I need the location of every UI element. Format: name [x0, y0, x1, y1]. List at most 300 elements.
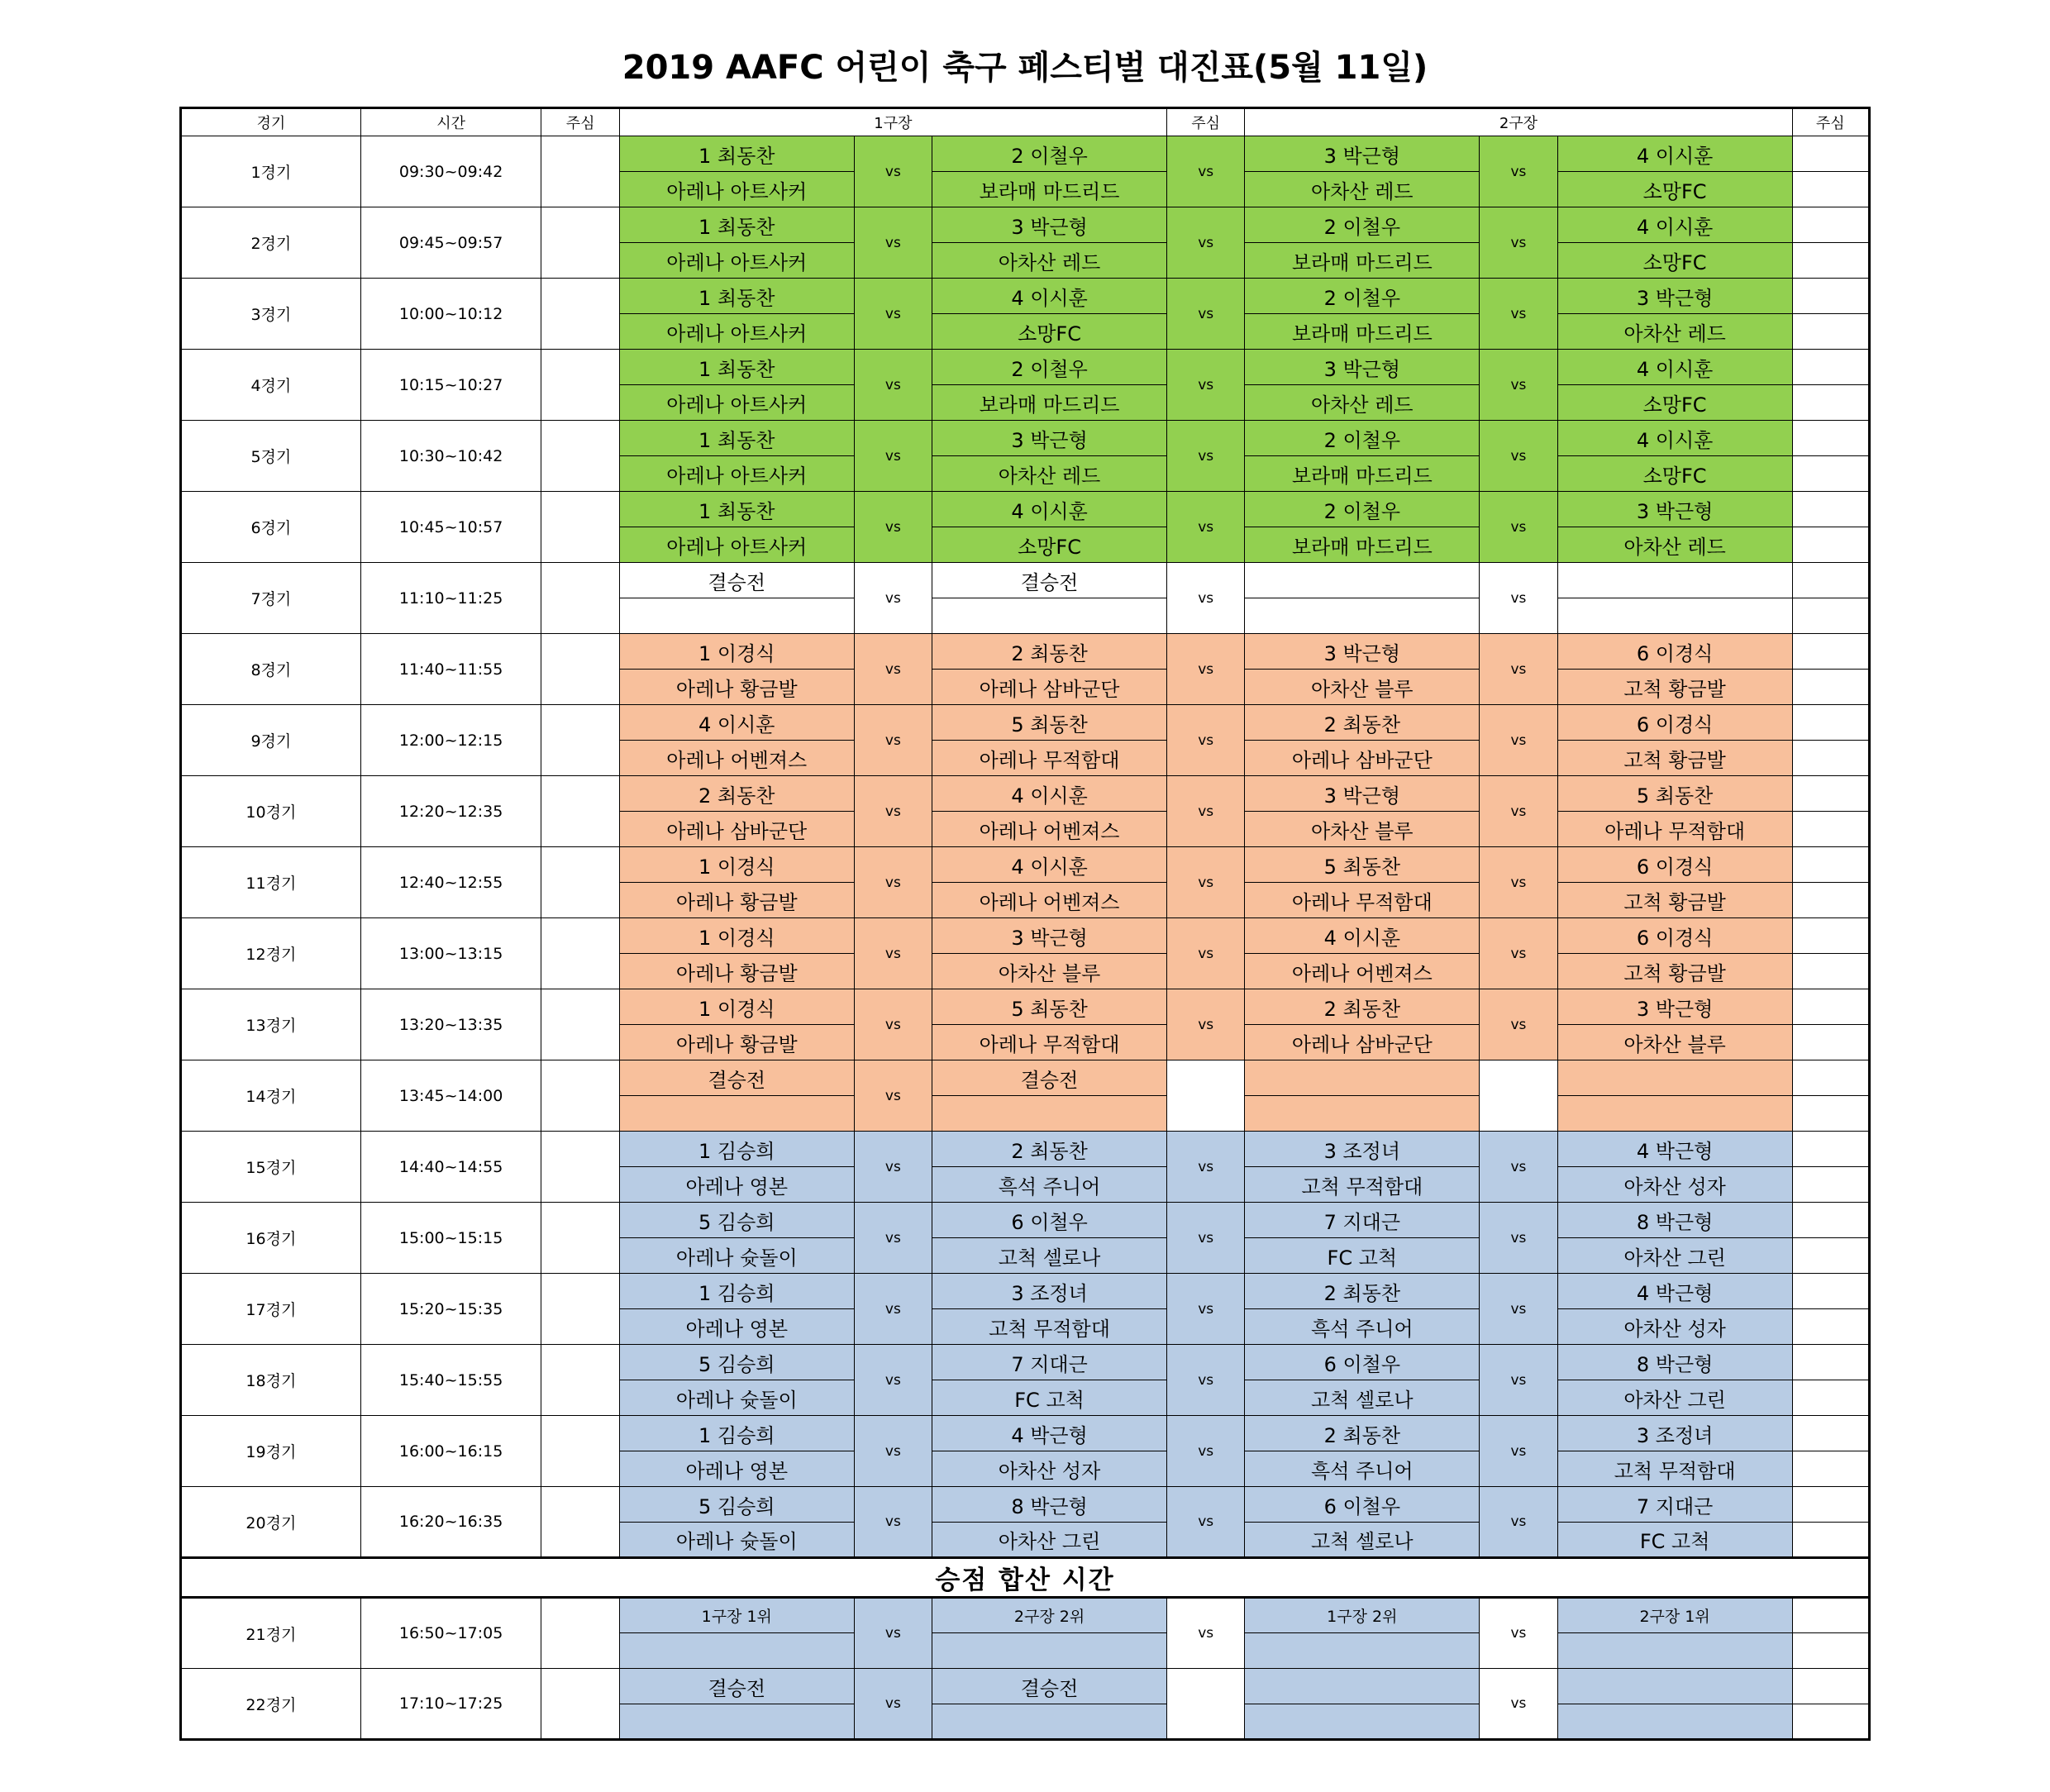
team-bottom: 보라매 마드리드 [1245, 243, 1480, 279]
referee-cell [1792, 1380, 1869, 1416]
team-bottom: 아레나 삼바군단 [1245, 741, 1480, 776]
time-label: 10:45~10:57 [360, 492, 541, 563]
team-top [1245, 1060, 1480, 1096]
team-bottom [619, 598, 854, 634]
team-top: 6 이경식 [1557, 705, 1792, 741]
vs-label: vs [1167, 989, 1245, 1060]
team-top: 3 박근형 [1245, 136, 1480, 172]
vs-label: vs [1480, 1416, 1557, 1487]
header-time: 시간 [360, 108, 541, 136]
referee-cell [541, 1060, 619, 1132]
team-top: 2 이철우 [1245, 492, 1480, 527]
vs-label: vs [1167, 350, 1245, 421]
team-top: 4 박근형 [1557, 1274, 1792, 1309]
team-bottom: 아레나 어벤져스 [932, 883, 1167, 918]
vs-label: vs [1480, 421, 1557, 492]
referee-cell [541, 989, 619, 1060]
team-top: 2 최동찬 [1245, 1416, 1480, 1451]
team-bottom: 아레나 어벤져스 [619, 741, 854, 776]
team-bottom: 아레나 황금발 [619, 1025, 854, 1060]
referee-cell [1792, 1487, 1869, 1523]
game-label: 14경기 [181, 1060, 361, 1132]
referee-cell [541, 350, 619, 421]
time-label: 11:10~11:25 [360, 563, 541, 634]
referee-cell [541, 279, 619, 350]
team-top: 5 최동찬 [1557, 776, 1792, 812]
referee-cell [1792, 989, 1869, 1025]
team-bottom: 아레나 아트사커 [619, 172, 854, 207]
team-top: 3 박근형 [1557, 492, 1792, 527]
vs-label: vs [1167, 847, 1245, 918]
team-bottom: 아차산 레드 [932, 456, 1167, 492]
referee-cell [1792, 634, 1869, 670]
vs-label: vs [854, 847, 932, 918]
game-label: 16경기 [181, 1203, 361, 1274]
vs-label: vs [1480, 136, 1557, 207]
referee-cell [1792, 1523, 1869, 1558]
schedule-table [179, 107, 1871, 1741]
referee-cell [541, 421, 619, 492]
vs-label: vs [1480, 350, 1557, 421]
team-bottom: 아차산 그린 [1557, 1238, 1792, 1274]
team-top: 7 지대근 [1557, 1487, 1792, 1523]
team-top: 3 박근형 [1557, 989, 1792, 1025]
vs-label: vs [1480, 1132, 1557, 1203]
team-top: 3 박근형 [1245, 776, 1480, 812]
team-top: 1 이경식 [619, 918, 854, 954]
team-bottom: 고척 황금발 [1557, 741, 1792, 776]
team-top: 2 최동찬 [1245, 1274, 1480, 1309]
team-top: 4 이시훈 [932, 279, 1167, 314]
time-label: 13:00~13:15 [360, 918, 541, 989]
referee-cell [541, 492, 619, 563]
referee-cell [1792, 1633, 1869, 1669]
referee-cell [1792, 385, 1869, 421]
team-top: 1 최동찬 [619, 279, 854, 314]
match-row-top [181, 279, 1870, 314]
time-label: 11:40~11:55 [360, 634, 541, 705]
team-top: 4 이시훈 [1557, 136, 1792, 172]
team-top: 1 최동찬 [619, 421, 854, 456]
vs-label: vs [1167, 563, 1245, 634]
referee-cell [1792, 1167, 1869, 1203]
referee-cell [1792, 172, 1869, 207]
team-top: 8 박근형 [1557, 1345, 1792, 1380]
team-bottom: 고척 무적함대 [932, 1309, 1167, 1345]
team-bottom: 아레나 황금발 [619, 954, 854, 989]
referee-cell [1792, 456, 1869, 492]
team-bottom: 아차산 블루 [1245, 812, 1480, 847]
vs-label: vs [854, 350, 932, 421]
vs-label: vs [1167, 207, 1245, 279]
team-top: 결승전 [619, 563, 854, 598]
match-row-top [181, 847, 1870, 883]
referee-cell [1792, 207, 1869, 243]
team-bottom [1557, 1096, 1792, 1132]
team-bottom [619, 1633, 854, 1669]
team-top [1557, 1060, 1792, 1096]
team-bottom [1557, 1704, 1792, 1740]
vs-label: vs [1167, 1132, 1245, 1203]
team-bottom [1245, 1096, 1480, 1132]
vs-label: vs [1167, 279, 1245, 350]
referee-cell [1792, 1274, 1869, 1309]
time-label: 15:40~15:55 [360, 1345, 541, 1416]
referee-cell [1792, 1598, 1869, 1633]
referee-cell [541, 705, 619, 776]
time-label: 16:00~16:15 [360, 1416, 541, 1487]
vs-label: vs [854, 279, 932, 350]
referee-cell [541, 1274, 619, 1345]
team-top: 1 최동찬 [619, 207, 854, 243]
vs-label: vs [1480, 492, 1557, 563]
referee-cell [541, 563, 619, 634]
team-bottom [1245, 598, 1480, 634]
team-top: 8 박근형 [932, 1487, 1167, 1523]
team-top: 3 박근형 [932, 421, 1167, 456]
time-label: 15:20~15:35 [360, 1274, 541, 1345]
referee-cell [1792, 243, 1869, 279]
vs-label: vs [854, 207, 932, 279]
team-bottom: 고척 셀로나 [932, 1238, 1167, 1274]
team-bottom: 아레나 무적함대 [932, 741, 1167, 776]
vs-label: vs [1480, 279, 1557, 350]
team-bottom: 아차산 레드 [1245, 172, 1480, 207]
referee-cell [541, 634, 619, 705]
match-row-top [181, 1669, 1870, 1704]
vs-label: vs [1480, 1203, 1557, 1274]
referee-cell [1792, 350, 1869, 385]
time-label: 16:20~16:35 [360, 1487, 541, 1558]
team-bottom: 아레나 아트사커 [619, 243, 854, 279]
referee-cell [541, 1487, 619, 1558]
vs-label: vs [854, 421, 932, 492]
team-bottom: FC 고척 [932, 1380, 1167, 1416]
team-top: 3 박근형 [932, 207, 1167, 243]
referee-cell [541, 847, 619, 918]
team-bottom: 아레나 아트사커 [619, 456, 854, 492]
team-top: 3 박근형 [932, 918, 1167, 954]
team-top: 1 최동찬 [619, 350, 854, 385]
game-label: 3경기 [181, 279, 361, 350]
time-label: 17:10~17:25 [360, 1669, 541, 1740]
game-label: 5경기 [181, 421, 361, 492]
team-top: 1 김승희 [619, 1416, 854, 1451]
vs-label [1480, 1060, 1557, 1132]
referee-cell [1792, 598, 1869, 634]
team-bottom: 아레나 무적함대 [1245, 883, 1480, 918]
team-bottom: 보라매 마드리드 [1245, 314, 1480, 350]
vs-label: vs [1167, 1345, 1245, 1416]
match-row-top [181, 421, 1870, 456]
time-label: 09:30~09:42 [360, 136, 541, 207]
game-label: 12경기 [181, 918, 361, 989]
break-label: 승점 합산 시간 [181, 1558, 1870, 1598]
vs-label: vs [1167, 492, 1245, 563]
vs-label: vs [854, 563, 932, 634]
referee-cell [1792, 812, 1869, 847]
team-bottom: 보라매 마드리드 [932, 385, 1167, 421]
team-bottom: 아차산 블루 [1557, 1025, 1792, 1060]
team-bottom [619, 1704, 854, 1740]
team-top: 4 이시훈 [619, 705, 854, 741]
referee-cell [541, 776, 619, 847]
team-top: 4 이시훈 [932, 776, 1167, 812]
vs-label: vs [1167, 1416, 1245, 1487]
team-bottom: 아레나 아트사커 [619, 314, 854, 350]
vs-label: vs [1167, 776, 1245, 847]
team-bottom [932, 1704, 1167, 1740]
vs-label: vs [1480, 989, 1557, 1060]
team-top: 2 이철우 [932, 136, 1167, 172]
team-top: 4 이시훈 [1245, 918, 1480, 954]
team-bottom [932, 1633, 1167, 1669]
team-top: 결승전 [932, 1669, 1167, 1704]
team-top: 5 김승희 [619, 1345, 854, 1380]
team-top: 5 최동찬 [1245, 847, 1480, 883]
referee-cell [541, 918, 619, 989]
team-top: 5 김승희 [619, 1203, 854, 1238]
team-top: 3 조정녀 [932, 1274, 1167, 1309]
team-bottom [619, 1096, 854, 1132]
team-bottom: 아레나 아트사커 [619, 527, 854, 563]
team-top: 6 이철우 [1245, 1487, 1480, 1523]
referee-cell [1792, 1451, 1869, 1487]
referee-cell [541, 1345, 619, 1416]
vs-label: vs [1480, 1598, 1557, 1669]
team-bottom [1557, 1633, 1792, 1669]
referee-cell [1792, 1345, 1869, 1380]
header-referee-2: 주심 [1167, 108, 1245, 136]
match-row-top [181, 350, 1870, 385]
referee-cell [541, 207, 619, 279]
match-row-top [181, 207, 1870, 243]
team-top [1557, 1669, 1792, 1704]
team-top: 4 박근형 [932, 1416, 1167, 1451]
team-top: 1 이경식 [619, 634, 854, 670]
referee-cell [1792, 847, 1869, 883]
team-top: 2구장 1위 [1557, 1598, 1792, 1633]
referee-cell [541, 1203, 619, 1274]
team-top: 6 이경식 [1557, 918, 1792, 954]
team-top: 6 이철우 [932, 1203, 1167, 1238]
team-bottom: 아차산 블루 [932, 954, 1167, 989]
vs-label: vs [1167, 136, 1245, 207]
referee-cell [1792, 1238, 1869, 1274]
team-bottom: 고척 무적함대 [1245, 1167, 1480, 1203]
time-label: 15:00~15:15 [360, 1203, 541, 1274]
vs-label: vs [854, 136, 932, 207]
referee-cell [1792, 1416, 1869, 1451]
vs-label [1167, 1060, 1245, 1132]
team-bottom: 고척 셀로나 [1245, 1380, 1480, 1416]
team-bottom [1245, 1633, 1480, 1669]
team-top: 결승전 [619, 1060, 854, 1096]
team-bottom: 아차산 그린 [932, 1523, 1167, 1558]
game-label: 1경기 [181, 136, 361, 207]
team-bottom: 아레나 슛돌이 [619, 1523, 854, 1558]
team-bottom: 아레나 영본 [619, 1309, 854, 1345]
vs-label: vs [1480, 705, 1557, 776]
team-top: 2 이철우 [1245, 421, 1480, 456]
team-bottom: 아레나 어벤져스 [932, 812, 1167, 847]
referee-cell [1792, 1132, 1869, 1167]
team-bottom: 아레나 아트사커 [619, 385, 854, 421]
referee-cell [541, 1598, 619, 1669]
team-bottom: 아레나 황금발 [619, 670, 854, 705]
team-top: 2 최동찬 [619, 776, 854, 812]
game-label: 19경기 [181, 1416, 361, 1487]
referee-cell [541, 136, 619, 207]
team-bottom: 고척 무적함대 [1557, 1451, 1792, 1487]
game-label: 11경기 [181, 847, 361, 918]
team-bottom: 아차산 레드 [932, 243, 1167, 279]
team-bottom: 보라매 마드리드 [1245, 527, 1480, 563]
referee-cell [1792, 1309, 1869, 1345]
team-bottom [932, 598, 1167, 634]
team-bottom: 아레나 영본 [619, 1167, 854, 1203]
referee-cell [1792, 1704, 1869, 1740]
team-top: 7 지대근 [932, 1345, 1167, 1380]
match-row-top [181, 1598, 1870, 1633]
team-top: 3 조정녀 [1557, 1416, 1792, 1451]
team-top: 1 김승희 [619, 1132, 854, 1167]
match-row-top [181, 492, 1870, 527]
vs-label: vs [1167, 918, 1245, 989]
referee-cell [1792, 492, 1869, 527]
vs-label: vs [854, 1274, 932, 1345]
referee-cell [541, 1132, 619, 1203]
team-top: 1 최동찬 [619, 136, 854, 172]
header-field-2: 2구장 [1245, 108, 1792, 136]
match-row-top [181, 705, 1870, 741]
referee-cell [1792, 314, 1869, 350]
team-top [1245, 1669, 1480, 1704]
vs-label: vs [1480, 1487, 1557, 1558]
team-bottom: 아차산 레드 [1245, 385, 1480, 421]
team-bottom: 아레나 슛돌이 [619, 1238, 854, 1274]
team-top [1245, 563, 1480, 598]
team-bottom: 고척 셀로나 [1245, 1523, 1480, 1558]
referee-cell [1792, 954, 1869, 989]
match-row-top [181, 989, 1870, 1025]
game-label: 21경기 [181, 1598, 361, 1669]
referee-cell [1792, 918, 1869, 954]
team-bottom [932, 1096, 1167, 1132]
team-bottom: 아차산 레드 [1557, 527, 1792, 563]
referee-cell [1792, 670, 1869, 705]
team-top: 결승전 [619, 1669, 854, 1704]
time-label: 14:40~14:55 [360, 1132, 541, 1203]
vs-label: vs [1480, 776, 1557, 847]
game-label: 4경기 [181, 350, 361, 421]
vs-label: vs [1480, 918, 1557, 989]
time-label: 12:20~12:35 [360, 776, 541, 847]
team-bottom [1557, 598, 1792, 634]
game-label: 10경기 [181, 776, 361, 847]
referee-cell [1792, 1096, 1869, 1132]
vs-label: vs [1167, 421, 1245, 492]
team-bottom: 아레나 삼바군단 [932, 670, 1167, 705]
team-top: 2구장 2위 [932, 1598, 1167, 1633]
team-bottom: 고척 황금발 [1557, 954, 1792, 989]
team-top: 4 박근형 [1557, 1132, 1792, 1167]
team-bottom: 소망FC [932, 314, 1167, 350]
vs-label: vs [854, 776, 932, 847]
vs-label: vs [1480, 847, 1557, 918]
vs-label: vs [1167, 1487, 1245, 1558]
vs-label: vs [854, 1487, 932, 1558]
vs-label: vs [854, 1416, 932, 1487]
referee-cell [1792, 136, 1869, 172]
referee-cell [1792, 279, 1869, 314]
team-bottom: 아차산 성자 [932, 1451, 1167, 1487]
team-top: 3 박근형 [1245, 634, 1480, 670]
team-bottom: 아레나 슛돌이 [619, 1380, 854, 1416]
match-row-top [181, 1060, 1870, 1096]
match-row-top [181, 563, 1870, 598]
vs-label: vs [1480, 563, 1557, 634]
vs-label: vs [1480, 1345, 1557, 1416]
team-top: 2 최동찬 [1245, 705, 1480, 741]
vs-label: vs [854, 1669, 932, 1740]
team-bottom: 소망FC [932, 527, 1167, 563]
vs-label: vs [1480, 1274, 1557, 1345]
time-label: 10:00~10:12 [360, 279, 541, 350]
team-bottom: 아레나 무적함대 [1557, 812, 1792, 847]
team-top: 4 이시훈 [932, 847, 1167, 883]
team-top [1557, 563, 1792, 598]
team-bottom: 아레나 영본 [619, 1451, 854, 1487]
match-row-top [181, 1416, 1870, 1451]
team-top: 결승전 [932, 563, 1167, 598]
team-top: 1 최동찬 [619, 492, 854, 527]
game-label: 6경기 [181, 492, 361, 563]
team-top: 1구장 1위 [619, 1598, 854, 1633]
time-label: 12:40~12:55 [360, 847, 541, 918]
team-top: 1 김승희 [619, 1274, 854, 1309]
team-bottom: 아차산 성자 [1557, 1309, 1792, 1345]
referee-cell [1792, 776, 1869, 812]
team-top: 5 최동찬 [932, 989, 1167, 1025]
team-bottom: 아차산 성자 [1557, 1167, 1792, 1203]
vs-label: vs [1167, 634, 1245, 705]
game-label: 17경기 [181, 1274, 361, 1345]
team-bottom: 보라매 마드리드 [1245, 456, 1480, 492]
team-bottom: 아레나 삼바군단 [1245, 1025, 1480, 1060]
team-top: 4 이시훈 [1557, 421, 1792, 456]
vs-label: vs [1167, 1598, 1245, 1669]
game-label: 7경기 [181, 563, 361, 634]
game-label: 9경기 [181, 705, 361, 776]
vs-label: vs [854, 634, 932, 705]
referee-cell [541, 1669, 619, 1740]
team-top: 6 이경식 [1557, 847, 1792, 883]
team-top: 1구장 2위 [1245, 1598, 1480, 1633]
referee-cell [1792, 705, 1869, 741]
match-row-top [181, 1132, 1870, 1167]
vs-label: vs [1480, 634, 1557, 705]
team-top: 1 이경식 [619, 847, 854, 883]
vs-label: vs [854, 1060, 932, 1132]
header-referee-3: 주심 [1792, 108, 1869, 136]
team-top: 3 박근형 [1245, 350, 1480, 385]
team-bottom [1245, 1704, 1480, 1740]
team-top: 2 이철우 [932, 350, 1167, 385]
referee-cell [1792, 421, 1869, 456]
team-bottom: 아레나 황금발 [619, 883, 854, 918]
time-label: 13:20~13:35 [360, 989, 541, 1060]
